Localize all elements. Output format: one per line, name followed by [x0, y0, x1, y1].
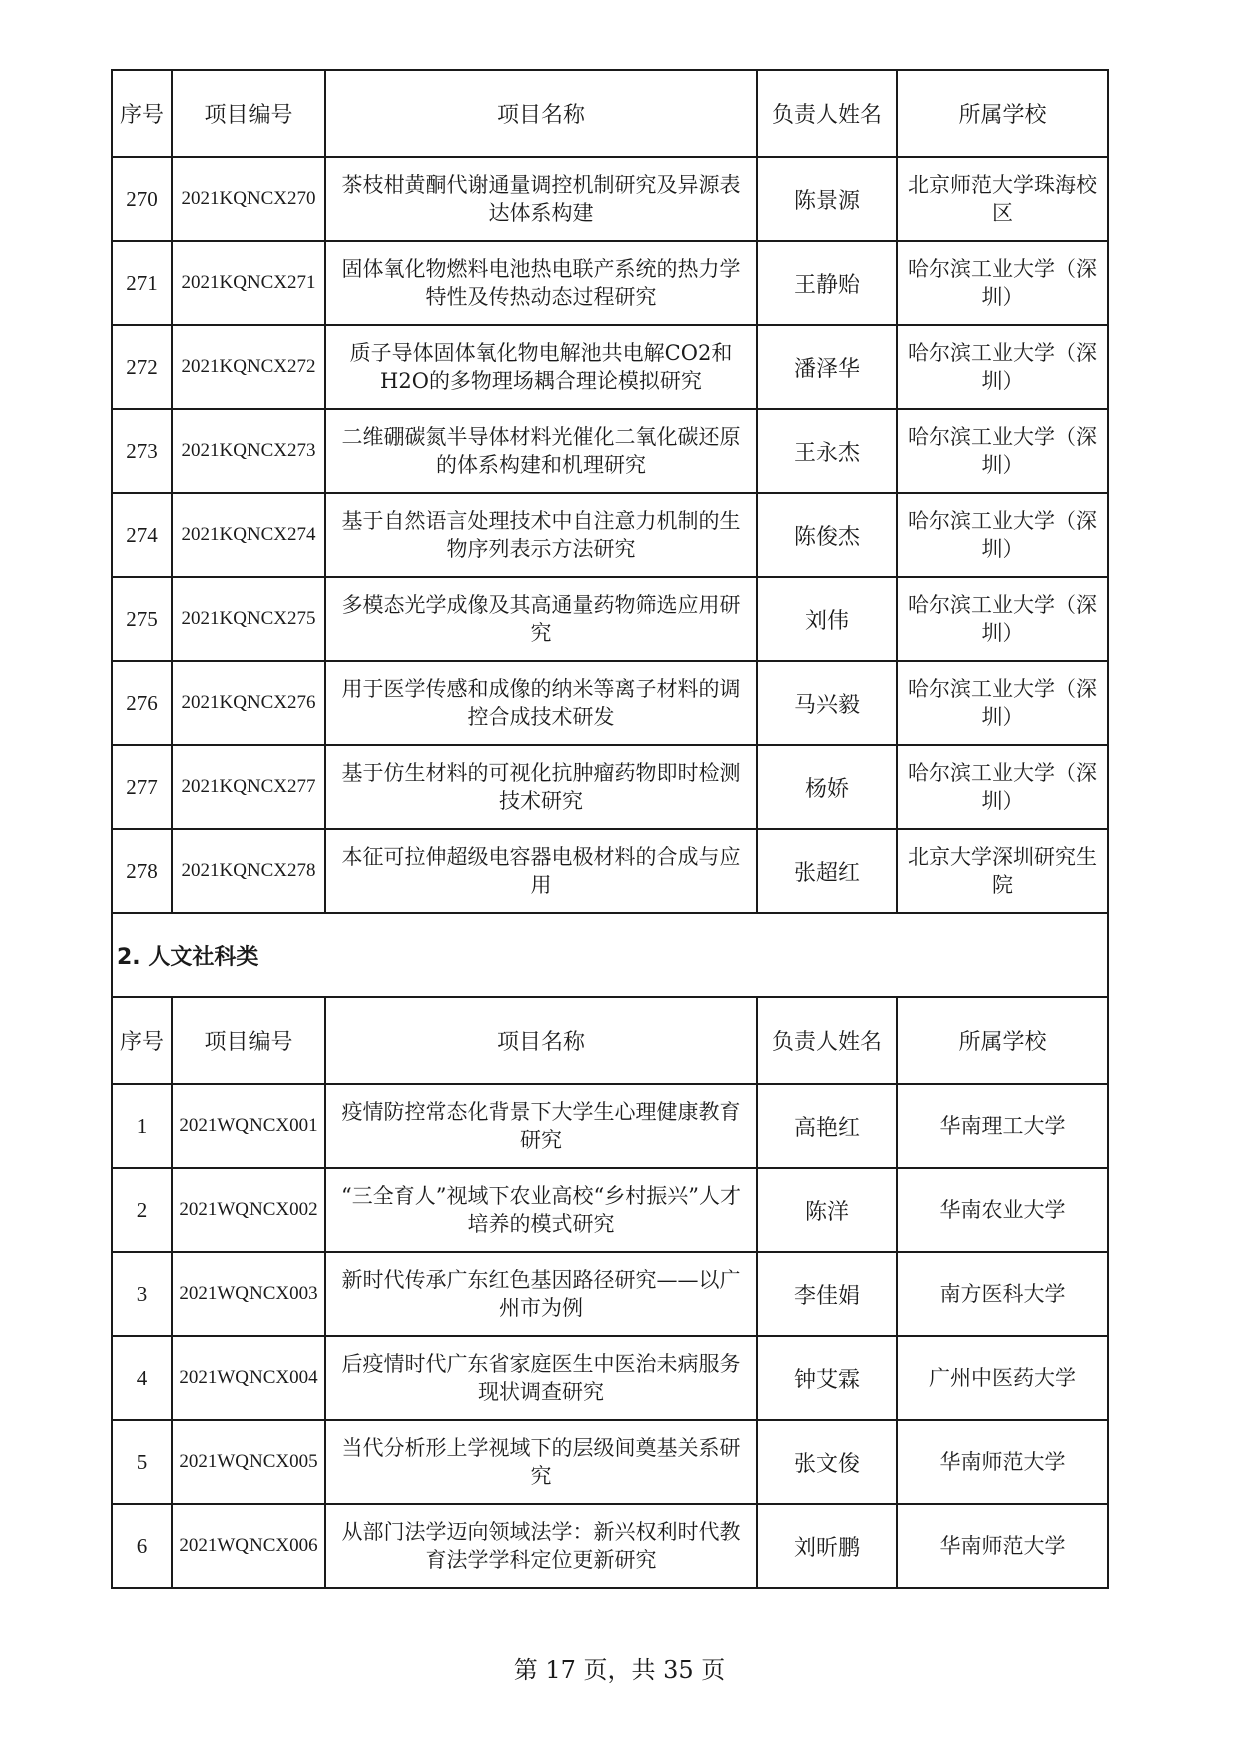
cell-person: 李佳娟 — [757, 1252, 897, 1336]
cell-school: 哈尔滨工业大学（深圳） — [897, 241, 1108, 325]
cell-seq: 271 — [112, 241, 172, 325]
table-row — [112, 1084, 1108, 1168]
cell-project-name: 质子导体固体氧化物电解池共电解CO2和H2O的多物理场耦合理论模拟研究 — [325, 325, 757, 409]
cell-project-name: 多模态光学成像及其高通量药物筛选应用研究 — [325, 577, 757, 661]
cell-seq: 3 — [112, 1252, 172, 1336]
cell-person: 杨娇 — [757, 745, 897, 829]
cell-school: 华南师范大学 — [897, 1420, 1108, 1504]
cell-seq: 5 — [112, 1420, 172, 1504]
table-row — [112, 1168, 1108, 1252]
cell-seq: 272 — [112, 325, 172, 409]
cell-person: 王静贻 — [757, 241, 897, 325]
cell-project-name: 后疫情时代广东省家庭医生中医治未病服务现状调查研究 — [325, 1336, 757, 1420]
cell-project-code: 2021KQNCX273 — [172, 409, 325, 493]
cell-school: 广州中医药大学 — [897, 1336, 1108, 1420]
section-title: 2. 人文社科类 — [112, 913, 1108, 997]
cell-seq: 273 — [112, 409, 172, 493]
table-row — [112, 241, 1108, 325]
cell-seq: 2 — [112, 1168, 172, 1252]
cell-project-code: 2021KQNCX277 — [172, 745, 325, 829]
table-row — [112, 1504, 1108, 1588]
page-footer: 第 17 页，共 35 页 — [513, 1656, 726, 1684]
cell-school: 南方医科大学 — [897, 1252, 1108, 1336]
table-row — [112, 493, 1108, 577]
header-seq: 序号 — [112, 997, 172, 1084]
cell-school: 哈尔滨工业大学（深圳） — [897, 745, 1108, 829]
cell-project-name: 疫情防控常态化背景下大学生心理健康教育研究 — [325, 1084, 757, 1168]
cell-project-name: 基于自然语言处理技术中自注意力机制的生物序列表示方法研究 — [325, 493, 757, 577]
cell-project-name: “三全育人”视域下农业高校“乡村振兴”人才培养的模式研究 — [325, 1168, 757, 1252]
cell-person: 马兴毅 — [757, 661, 897, 745]
header-school: 所属学校 — [897, 70, 1108, 157]
cell-person: 王永杰 — [757, 409, 897, 493]
cell-school: 哈尔滨工业大学（深圳） — [897, 325, 1108, 409]
cell-seq: 275 — [112, 577, 172, 661]
cell-project-name: 当代分析形上学视域下的层级间奠基关系研究 — [325, 1420, 757, 1504]
cell-project-name: 茶枝柑黄酮代谢通量调控机制研究及异源表达体系构建 — [325, 157, 757, 241]
cell-project-code: 2021WQNCX005 — [172, 1420, 325, 1504]
table-row — [112, 745, 1108, 829]
cell-seq: 274 — [112, 493, 172, 577]
cell-school: 北京师范大学珠海校区 — [897, 157, 1108, 241]
cell-school: 华南理工大学 — [897, 1084, 1108, 1168]
cell-person: 刘昕鹏 — [757, 1504, 897, 1588]
header-name: 项目名称 — [325, 997, 757, 1084]
cell-project-name: 从部门法学迈向领域法学：新兴权利时代教育法学学科定位更新研究 — [325, 1504, 757, 1588]
cell-seq: 4 — [112, 1336, 172, 1420]
cell-seq: 277 — [112, 745, 172, 829]
cell-project-name: 二维硼碳氮半导体材料光催化二氧化碳还原的体系构建和机理研究 — [325, 409, 757, 493]
cell-school: 华南农业大学 — [897, 1168, 1108, 1252]
table-header-row-2 — [112, 997, 1108, 1084]
cell-project-code: 2021WQNCX006 — [172, 1504, 325, 1588]
table-row — [112, 577, 1108, 661]
cell-project-code: 2021KQNCX274 — [172, 493, 325, 577]
header-code: 项目编号 — [172, 70, 325, 157]
cell-project-code: 2021KQNCX270 — [172, 157, 325, 241]
cell-person: 陈景源 — [757, 157, 897, 241]
cell-seq: 270 — [112, 157, 172, 241]
header-code: 项目编号 — [172, 997, 325, 1084]
cell-school: 哈尔滨工业大学（深圳） — [897, 493, 1108, 577]
header-name: 项目名称 — [325, 70, 757, 157]
cell-project-code: 2021KQNCX275 — [172, 577, 325, 661]
header-person: 负责人姓名 — [757, 70, 897, 157]
table-header-row — [112, 70, 1108, 157]
header-seq: 序号 — [112, 70, 172, 157]
cell-person: 张超红 — [757, 829, 897, 913]
cell-school: 哈尔滨工业大学（深圳） — [897, 577, 1108, 661]
project-list-table-container — [111, 69, 1107, 1589]
project-list-table-body — [112, 70, 1108, 1588]
cell-project-code: 2021WQNCX002 — [172, 1168, 325, 1252]
cell-project-code: 2021WQNCX003 — [172, 1252, 325, 1336]
table-row — [112, 325, 1108, 409]
table-row — [112, 1420, 1108, 1504]
cell-seq: 1 — [112, 1084, 172, 1168]
cell-seq: 6 — [112, 1504, 172, 1588]
cell-seq: 276 — [112, 661, 172, 745]
cell-project-name: 本征可拉伸超级电容器电极材料的合成与应用 — [325, 829, 757, 913]
table-row — [112, 1252, 1108, 1336]
cell-person: 张文俊 — [757, 1420, 897, 1504]
header-school: 所属学校 — [897, 997, 1108, 1084]
cell-person: 潘泽华 — [757, 325, 897, 409]
cell-project-code: 2021KQNCX272 — [172, 325, 325, 409]
cell-project-code: 2021KQNCX278 — [172, 829, 325, 913]
cell-project-name: 固体氧化物燃料电池热电联产系统的热力学特性及传热动态过程研究 — [325, 241, 757, 325]
table-row — [112, 1336, 1108, 1420]
table-row — [112, 661, 1108, 745]
cell-person: 高艳红 — [757, 1084, 897, 1168]
section-title-row — [112, 913, 1108, 997]
table-row — [112, 829, 1108, 913]
cell-school: 哈尔滨工业大学（深圳） — [897, 409, 1108, 493]
cell-project-code: 2021WQNCX004 — [172, 1336, 325, 1420]
table-row — [112, 409, 1108, 493]
cell-project-code: 2021KQNCX271 — [172, 241, 325, 325]
project-list-table — [111, 69, 1109, 1589]
cell-person: 钟艾霖 — [757, 1336, 897, 1420]
cell-school: 哈尔滨工业大学（深圳） — [897, 661, 1108, 745]
cell-school: 华南师范大学 — [897, 1504, 1108, 1588]
cell-person: 陈俊杰 — [757, 493, 897, 577]
cell-project-name: 新时代传承广东红色基因路径研究——以广州市为例 — [325, 1252, 757, 1336]
cell-school: 北京大学深圳研究生院 — [897, 829, 1108, 913]
cell-project-name: 基于仿生材料的可视化抗肿瘤药物即时检测技术研究 — [325, 745, 757, 829]
table-row — [112, 157, 1108, 241]
cell-person: 陈洋 — [757, 1168, 897, 1252]
header-person: 负责人姓名 — [757, 997, 897, 1084]
cell-project-code: 2021WQNCX001 — [172, 1084, 325, 1168]
cell-project-code: 2021KQNCX276 — [172, 661, 325, 745]
cell-person: 刘伟 — [757, 577, 897, 661]
cell-seq: 278 — [112, 829, 172, 913]
cell-project-name: 用于医学传感和成像的纳米等离子材料的调控合成技术研发 — [325, 661, 757, 745]
